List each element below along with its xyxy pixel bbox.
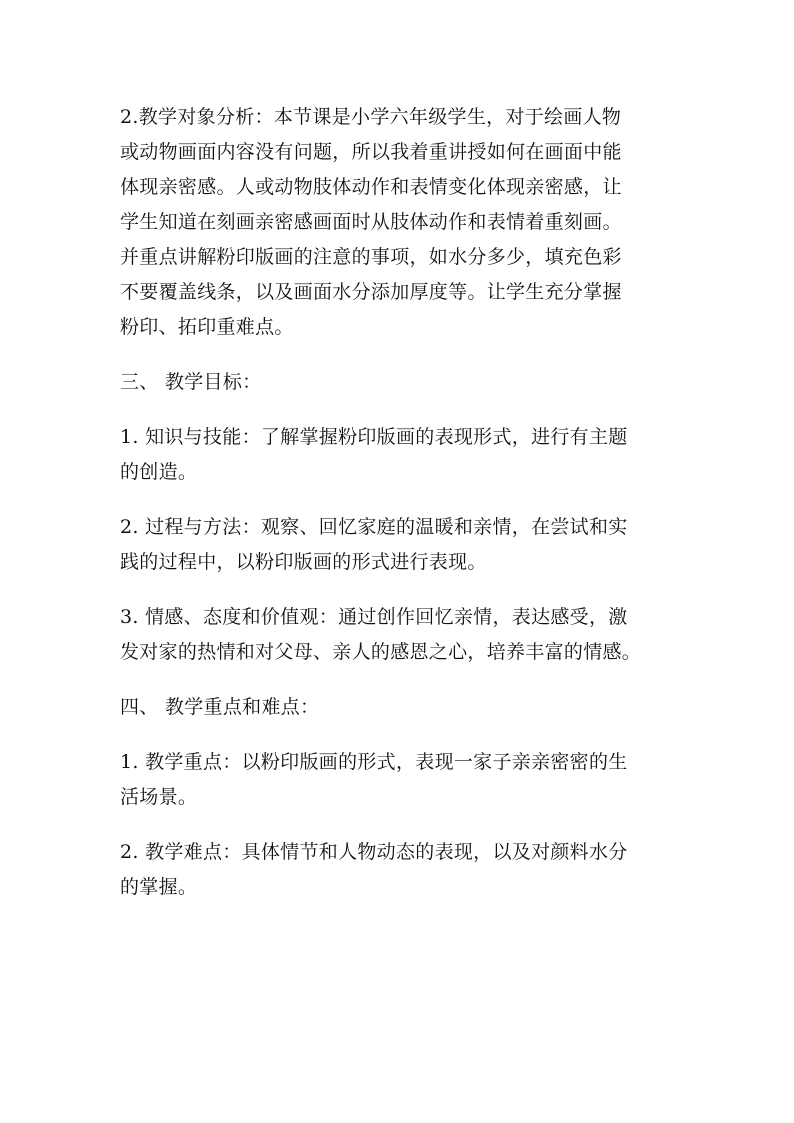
objective-emotion-attitude-values — [120, 600, 680, 670]
text-line: 体现亲密感。人或动物肢体动作和表情变化体现亲密感，让 — [120, 176, 622, 198]
section-heading-objectives: 三、 教学目标： — [120, 371, 262, 393]
teaching-subject-analysis-paragraph — [120, 100, 680, 345]
document-body — [120, 100, 680, 925]
text-line: 3. 情感、态度和价值观：通过创作回忆亲情，表达感受，激 — [120, 606, 628, 628]
text-line: 并重点讲解粉印版画的注意的事项，如水分多少，填充色彩 — [120, 246, 622, 268]
objective-process-methods — [120, 510, 680, 580]
objective-knowledge-skills — [120, 420, 680, 490]
text-line: 发对家的热情和对父母、亲人的感恩之心，培养丰富的情感。 — [120, 641, 642, 663]
text-line: 1. 教学重点：以粉印版画的形式，表现一家子亲亲密密的生 — [120, 751, 628, 773]
key-point-focus — [120, 745, 680, 815]
text-line: 或动物画面内容没有问题，所以我着重讲授如何在画面中能 — [120, 141, 622, 163]
text-line: 不要覆盖线条，以及画面水分添加厚度等。让学生充分掌握 — [120, 281, 622, 303]
text-line: 2. 教学难点：具体情节和人物动态的表现，以及对颜料水分 — [120, 841, 628, 863]
text-line: 的创造。 — [120, 461, 198, 483]
text-line: 2. 过程与方法：观察、回忆家庭的温暖和亲情，在尝试和实 — [120, 516, 628, 538]
text-line: 粉印、拓印重难点。 — [120, 316, 294, 338]
text-line: 活场景。 — [120, 786, 198, 808]
text-line: 践的过程中，以粉印版画的形式进行表现。 — [120, 551, 487, 573]
text-line: 2.教学对象分析：本节课是小学六年级学生，对于绘画人物 — [120, 106, 622, 128]
text-line: 1. 知识与技能：了解掌握粉印版画的表现形式，进行有主题 — [120, 426, 628, 448]
text-line: 学生知道在刻画亲密感画面时从肢体动作和表情着重刻画。 — [120, 211, 622, 233]
text-line: 的掌握。 — [120, 876, 198, 898]
section-heading-key-points: 四、 教学重点和难点： — [120, 696, 320, 718]
key-point-difficulty — [120, 835, 680, 905]
